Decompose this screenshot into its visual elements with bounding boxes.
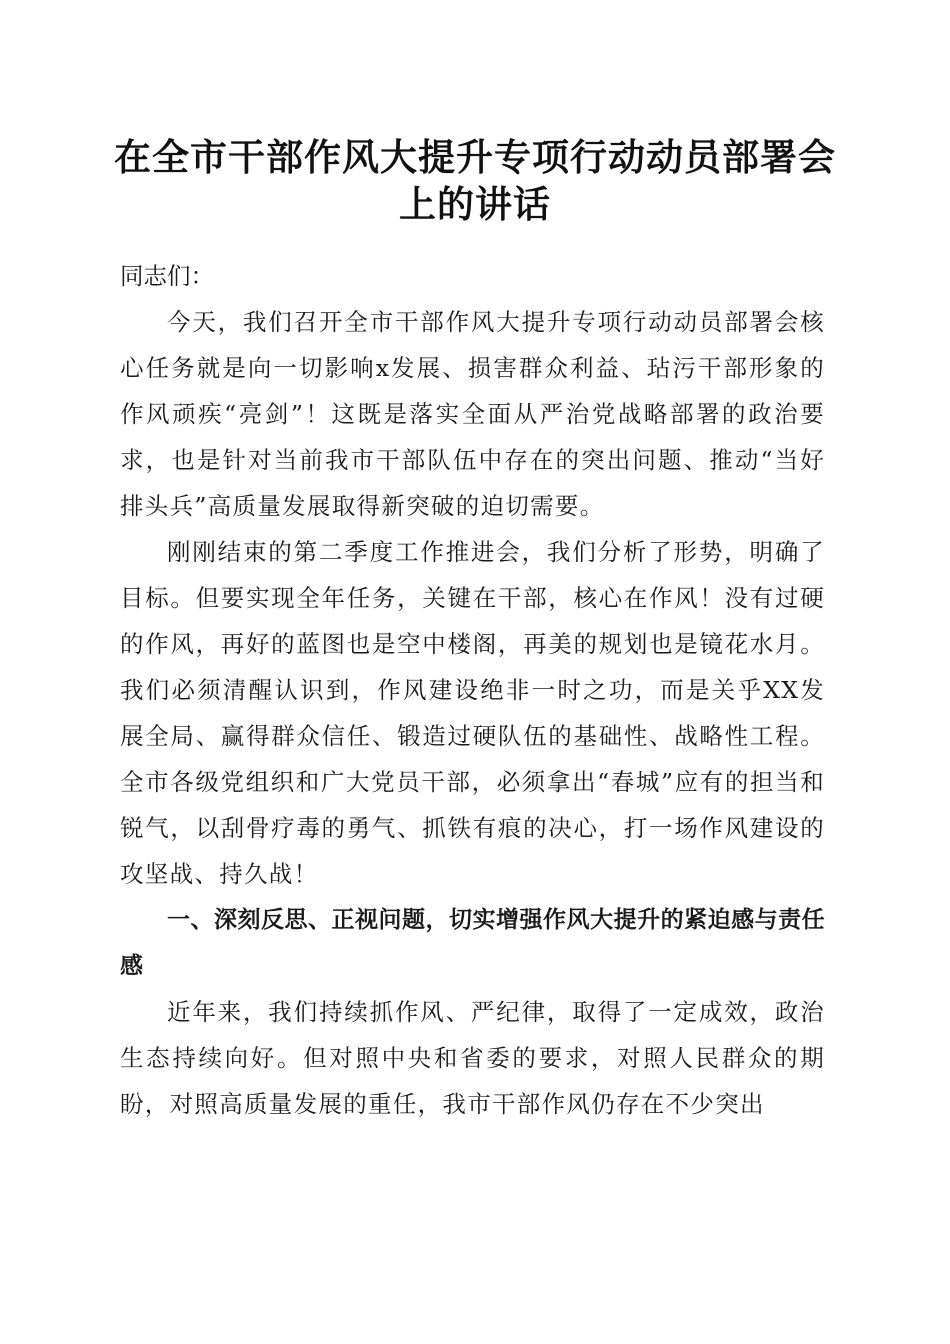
paragraph-2: 刚刚结束的第二季度工作推进会，我们分析了形势，明确了目标。但要实现全年任务，关键在干部，核心在作风！没有过硬的作风，再好的蓝图也是空中楼阁，再美的规划也是镜花水月。我们必须清醒认识到，作风建设绝非一时之功，而是关乎XX发展全局、赢得群众信任、锻造过硬队伍的基础性、战略性工程。全市各级党组织和广大党员干部，必须拿出“春城”应有的担当和锐气，以刮骨疗毒的勇气、抓铁有痕的决心，打一场作风建设的攻坚战、持久战！ — [120, 538, 825, 888]
section-heading-1: 一、深刻反思、正视问题，切实增强作风大提升的紧迫感与责任感 — [120, 907, 825, 979]
document-title: 在全市干部作风大提升专项行动动员部署会上的讲话 — [114, 135, 836, 226]
document-body — [120, 253, 825, 1127]
salutation: 同志们： — [120, 262, 214, 290]
section-paragraph-1: 近年来，我们持续抓作风、严纪律，取得了一定成效，政治生态持续向好。但对照中央和省委的要求，对照人民群众的期盼，对照高质量发展的重任，我市干部作风仍存在不少突出 — [120, 998, 825, 1118]
paragraph-1: 今天，我们召开全市干部作风大提升专项行动动员部署会核心任务就是向一切影响x发展、损害群众利益、玷污干部形象的作风顽疾“亮剑”！这既是落实全面从严治党战略部署的政治要求，也是针对当前我市干部队伍中存在的突出问题、推动“当好排头兵”高质量发展取得新突破的迫切需要。 — [120, 308, 825, 520]
